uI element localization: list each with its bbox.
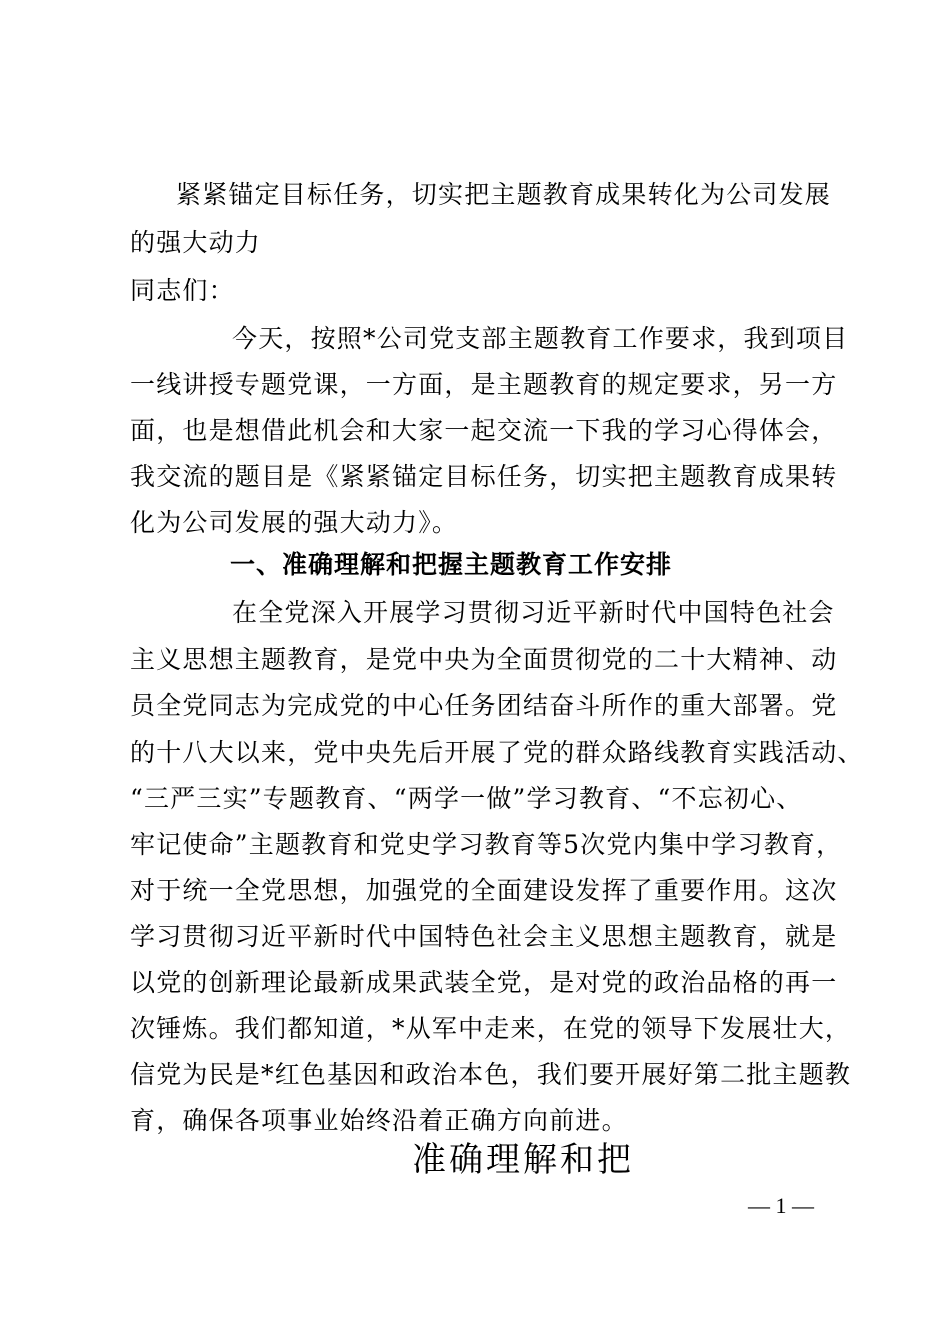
section-heading: 一、准确理解和把握主题教育工作安排 [230, 550, 673, 579]
intro-line-4: 我交流的题目是《紧紧锚定目标任务，切实把主题教育成果转 [130, 462, 838, 491]
body-line-12: 育，确保各项事业始终沿着正确方向前进。 [130, 1106, 628, 1135]
watermark-text: 准确理解和把 [412, 1140, 634, 1180]
body-line-3: 员全党同志为完成党的中心任务团结奋斗所作的重大部署。党 [130, 691, 838, 720]
body-line-5: “三严三实”专题教育、“两学一做”学习教育、“不忘初心、 [130, 784, 803, 813]
intro-line-5: 化为公司发展的强大动力》。 [130, 508, 459, 537]
body-line-11: 信党为民是*红色基因和政治本色，我们要开展好第二批主题教 [130, 1060, 852, 1089]
intro-line-1: 今天，按照*公司党支部主题教育工作要求，我到项目 [232, 324, 849, 353]
page-number: — 1 — [748, 1193, 814, 1218]
body-line-10: 次锤炼。我们都知道，*从军中走来，在党的领导下发展壮大， [130, 1014, 852, 1043]
intro-line-3: 面，也是想借此机会和大家一起交流一下我的学习心得体会， [130, 416, 838, 445]
body-line-2: 主义思想主题教育，是党中央为全面贯彻党的二十大精神、动 [130, 645, 838, 674]
intro-line-2: 一线讲授专题党课，一方面，是主题教育的规定要求，另一方 [130, 370, 838, 399]
body-line-9: 以党的创新理论最新成果武装全党，是对党的政治品格的再一 [130, 968, 838, 997]
body-line-8: 学习贯彻习近平新时代中国特色社会主义思想主题教育，就是 [130, 922, 838, 951]
body-line-7: 对于统一全党思想，加强党的全面建设发挥了重要作用。这次 [130, 876, 838, 905]
body-line-6: 牢记使命”主题教育和党史学习教育等5次党内集中学习教育， [130, 830, 843, 859]
salutation: 同志们： [130, 276, 235, 305]
document-title-line-1: 紧紧锚定目标任务，切实把主题教育成果转化为公司发展 [176, 180, 832, 209]
body-line-4: 的十八大以来，党中央先后开展了党的群众路线教育实践活动、 [130, 738, 864, 767]
body-line-1: 在全党深入开展学习贯彻习近平新时代中国特色社会 [232, 598, 835, 627]
document-title-line-2: 的强大动力 [130, 228, 262, 257]
